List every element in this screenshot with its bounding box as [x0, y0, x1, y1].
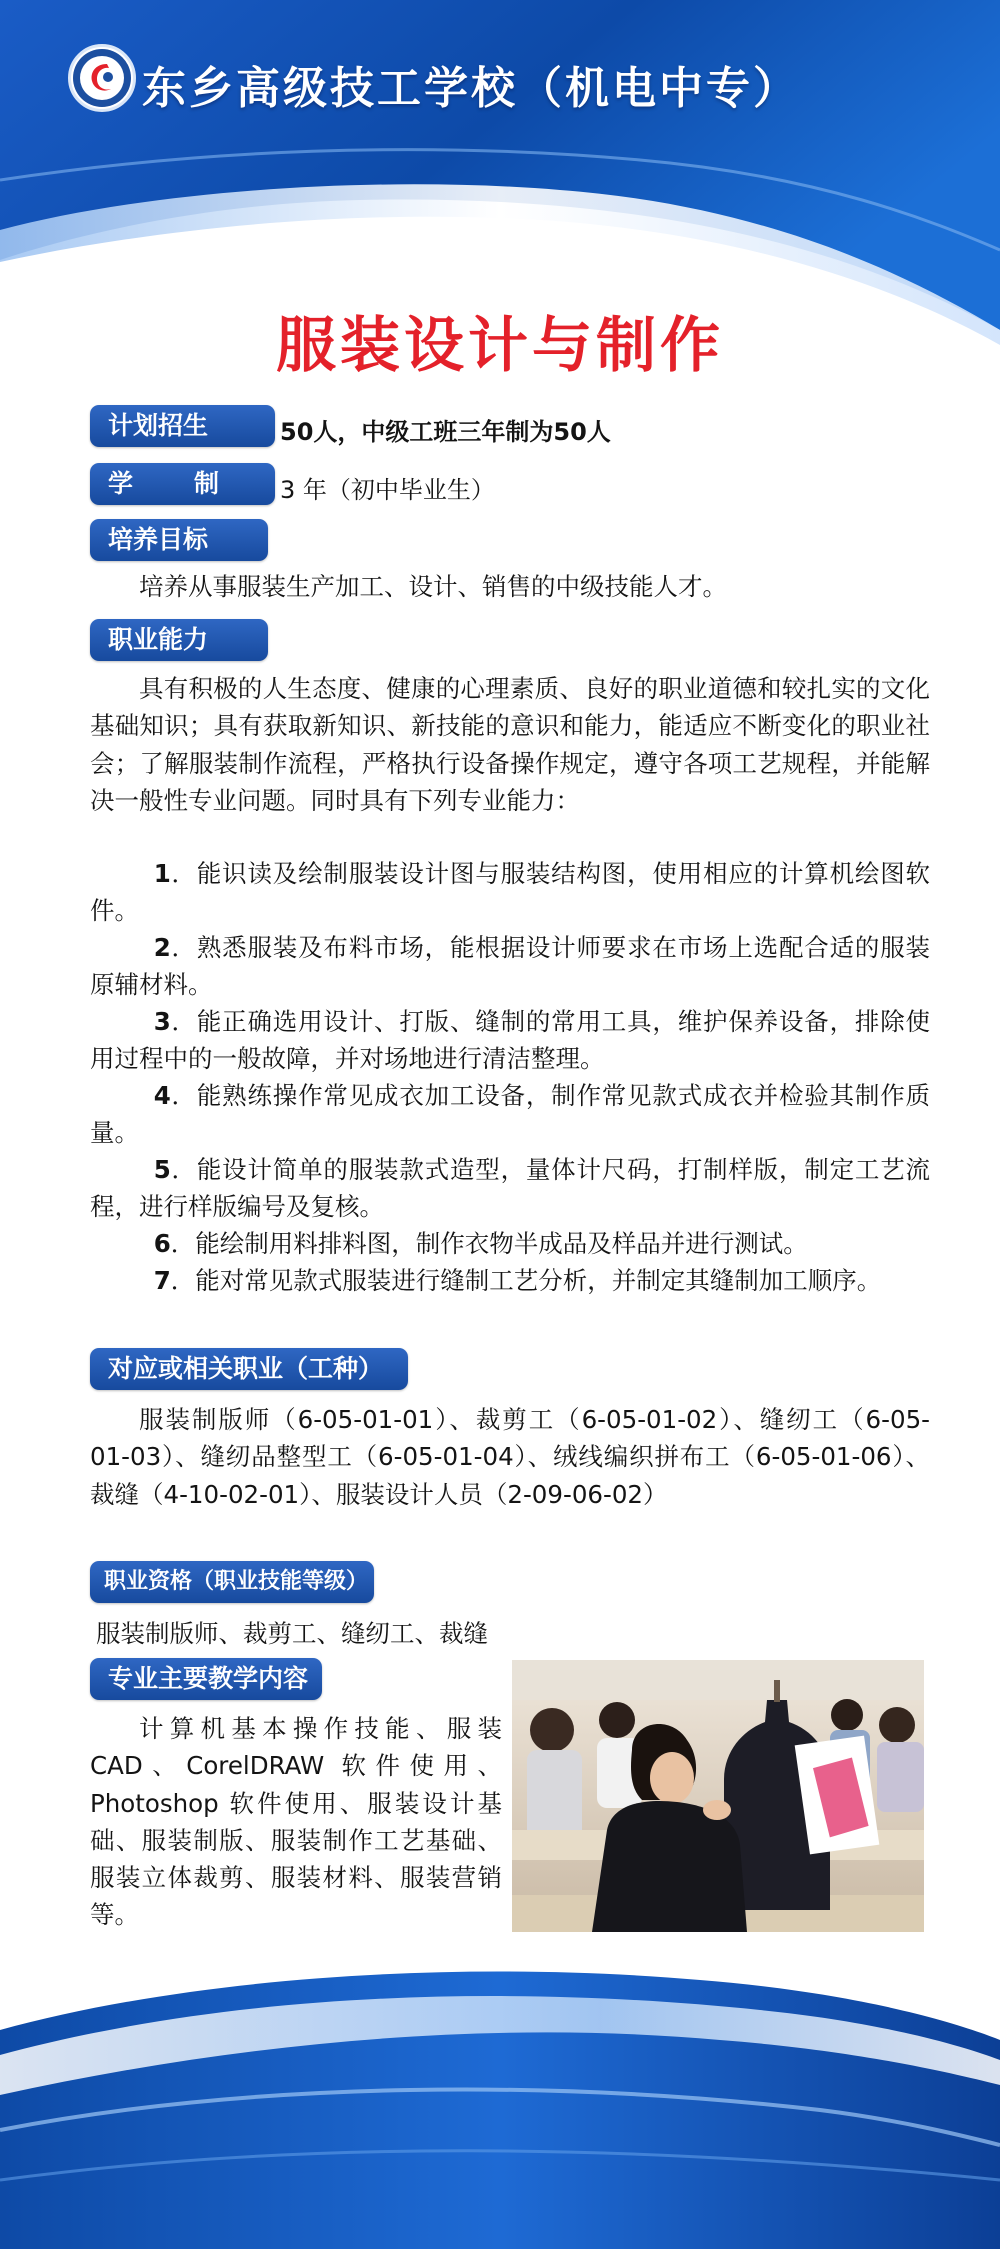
goal-label: 培养目标 [90, 519, 268, 561]
qualification-label: 职业资格（职业技能等级） [90, 1561, 374, 1603]
curriculum-label: 专业主要教学内容 [90, 1658, 322, 1700]
enrollment-value: 50人，中级工班三年制为50人 [280, 418, 611, 446]
ability-item-text: ．能识读及绘制服装设计图与服装结构图，使用相应的计算机绘图软件。 [90, 859, 930, 926]
ability-intro: 具有积极的人生态度、健康的心理素质、良好的职业道德和较扎实的文化基础知识；具有获取新知识、新技能的意识和能力，能适应不断变化的职业社会；了解服装制作流程，严格执行设备操作规定，遵守各项工艺规程，并能解决一般性专业问题。同时具有下列专业能力： [90, 674, 930, 815]
occupation-text: 服装制版师（6-05-01-01）、裁剪工（6-05-01-02）、缝纫工（6-05-01-03）、缝纫品整型工（6-05-01-04）、绒线编织拼布工（6-05-01-06）、裁缝（4-10-02-01）、服装设计人员（2-09-06-02） [90, 1405, 930, 1509]
occupation-label: 对应或相关职业（工种） [90, 1348, 408, 1390]
duration-label: 学 制 [90, 463, 275, 505]
ability-item [90, 1077, 930, 1152]
ability-item-number: 1 [153, 859, 171, 888]
ability-item-text: ．能对常见款式服装进行缝制工艺分析，并制定其缝制加工顺序。 [170, 1266, 882, 1295]
ability-item [90, 1262, 930, 1299]
ability-item [90, 855, 930, 930]
ability-item-text: ．能设计简单的服装款式造型，量体计尺码，打制样版，制定工艺流程，进行样版编号及复核。 [90, 1155, 930, 1222]
ability-item-number: 3 [153, 1007, 171, 1036]
school-emblem-icon [71, 47, 133, 109]
curriculum-text: 计算机基本操作技能、服装CAD、CorelDRAW 软件使用、Photoshop 软件使用、服装设计基础、服装制版、服装制作工艺基础、服装立体裁剪、服装材料、服装营销等。 [90, 1714, 502, 1930]
ability-item [90, 929, 930, 1004]
ability-label: 职业能力 [90, 619, 268, 661]
bottom-banner-background [0, 1880, 1000, 2249]
ability-item-number: 6 [153, 1229, 171, 1258]
ability-item [90, 1151, 930, 1226]
page-title: 服装设计与制作 [276, 311, 724, 381]
qualification-text: 服装制版师、裁剪工、缝纫工、裁缝 [96, 1619, 488, 1648]
duration-value: 3 年（初中毕业生） [280, 476, 495, 504]
ability-item-text: ．能正确选用设计、打版、缝制的常用工具，维护保养设备，排除使用过程中的一般故障，并对场地进行清洁整理。 [90, 1007, 930, 1074]
goal-text: 培养从事服装生产加工、设计、销售的中级技能人才。 [139, 572, 727, 601]
ability-item-number: 7 [153, 1266, 171, 1295]
ability-item [90, 1225, 930, 1262]
ability-item-number: 2 [153, 933, 171, 962]
school-logo [68, 44, 136, 112]
ability-item [90, 1003, 930, 1078]
ability-item-number: 4 [153, 1081, 171, 1110]
ability-item-text: ．能绘制用料排料图，制作衣物半成品及样品并进行测试。 [170, 1229, 808, 1258]
school-name: 东乡高级技工学校（机电中专） [142, 63, 800, 114]
enrollment-label: 计划招生 [90, 405, 275, 447]
ability-item-number: 5 [153, 1155, 171, 1184]
ability-item-text: ．能熟练操作常见成衣加工设备，制作常见款式成衣并检验其制作质量。 [90, 1081, 930, 1148]
ability-item-text: ．熟悉服装及布料市场，能根据设计师要求在市场上选配合适的服装原辅材料。 [90, 933, 930, 1000]
